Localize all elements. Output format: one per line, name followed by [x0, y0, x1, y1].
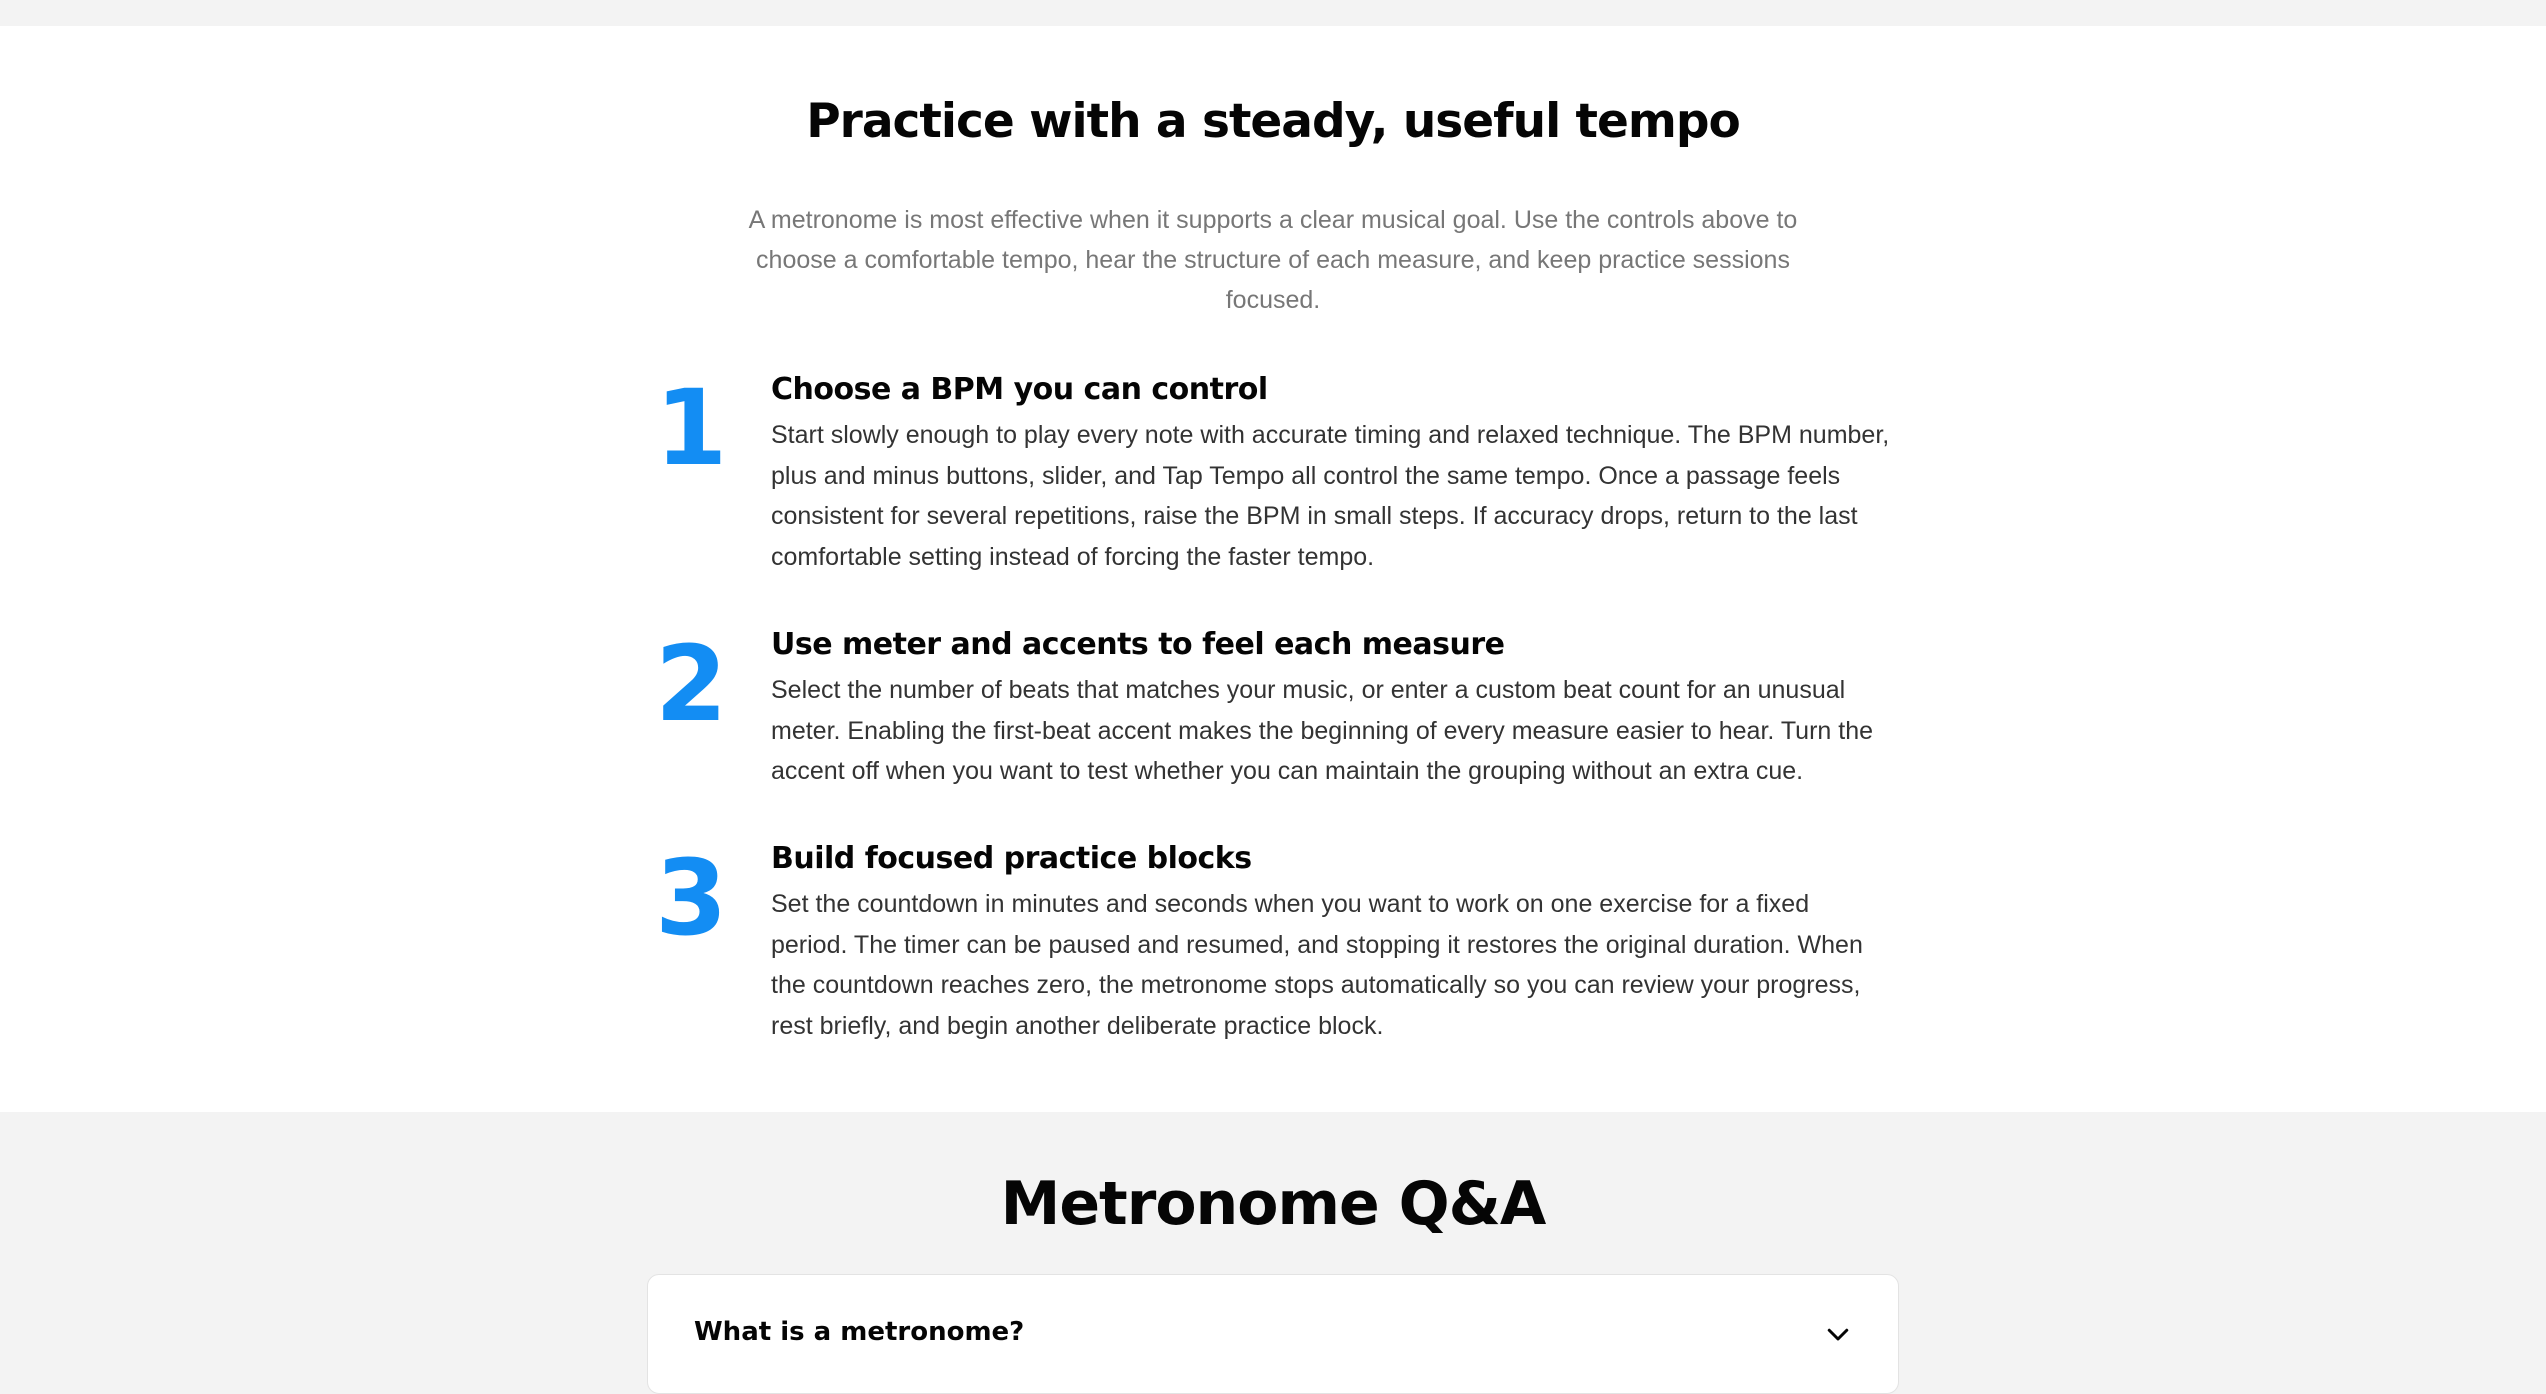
practice-title: Practice with a steady, useful tempo — [806, 94, 1740, 149]
practice-intro: A metronome is most effective when it supports a clear musical goal. Use the controls above to choose a comfortable tempo, hear the structure of each measure, and keep practice sessions focused. — [748, 206, 1798, 314]
step-number: 3 — [655, 837, 728, 959]
step-number: 2 — [655, 623, 728, 745]
practice-step — [655, 367, 1890, 571]
practice-section — [0, 26, 2546, 1112]
step-heading: Build focused practice blocks — [771, 841, 1252, 876]
step-body: Select the number of beats that matches your music, or enter a custom beat count for an unusual meter. Enabling the first-beat accent makes the beginning of every measure easier to hear. Turn the accent off when you want to test whether you can maintain the grouping without an extra cue. — [771, 676, 1874, 785]
qa-title: Metronome Q&A — [1000, 1169, 1546, 1239]
step-heading: Use meter and accents to feel each measure — [771, 627, 1505, 662]
practice-step — [655, 837, 1885, 1050]
faq-item-what-is-a-metronome[interactable] — [647, 1274, 1899, 1394]
qa-section — [0, 1112, 2546, 1346]
practice-step — [655, 623, 1885, 786]
top-strip — [0, 0, 2546, 26]
step-heading: Choose a BPM you can control — [771, 372, 1268, 407]
step-number: 1 — [655, 367, 728, 489]
step-body: Set the countdown in minutes and seconds when you want to work on one exercise for a fixed period. The timer can be paused and resumed, and stopping it restores the original duration. When the countdown reaches zero, the metronome stops automatically so you can review your progress, rest briefly, and begin another deliberate practice block. — [771, 890, 1863, 1040]
chevron-down-icon[interactable] — [1823, 1319, 1853, 1349]
faq-question[interactable]: What is a metronome? — [694, 1317, 1025, 1347]
step-body: Start slowly enough to play every note with accurate timing and relaxed technique. The BPM number, plus and minus buttons, slider, and Tap Tempo all control the same tempo. Once a passage feels consistent for several repetitions, raise the BPM in small steps. If accuracy drops, return to the last comfortable setting instead of forcing the faster tempo. — [771, 421, 1890, 571]
